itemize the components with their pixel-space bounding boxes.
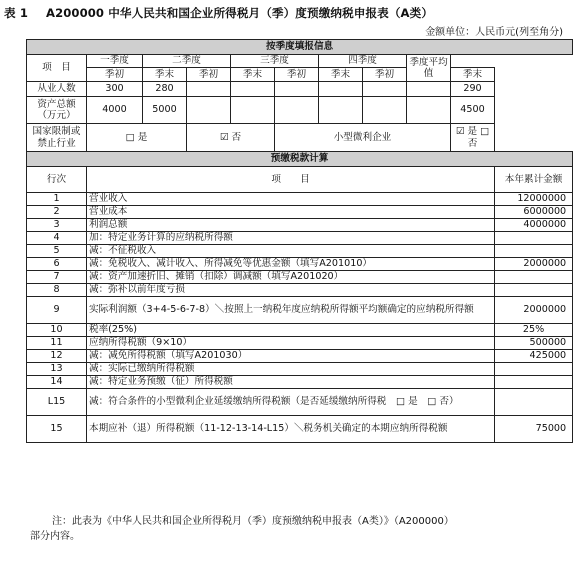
row-amount xyxy=(495,271,573,284)
row-number: 9 xyxy=(27,297,87,324)
row-number: 6 xyxy=(27,258,87,271)
currency-unit: 金额单位：人民币元(列至角分) xyxy=(425,27,563,38)
restricted-yes-checkbox[interactable]: □ 是 xyxy=(87,124,187,152)
row-number: 2 xyxy=(27,206,87,219)
row-number: L15 xyxy=(27,389,87,416)
assets-label: 资产总额（万元） xyxy=(27,97,87,124)
small-enterprise-checkbox[interactable]: ☑ 是 □ 否 xyxy=(451,124,495,152)
row-amount xyxy=(495,232,573,245)
quarter-1-header: 一季度 xyxy=(87,55,143,68)
row-number: 10 xyxy=(27,324,87,337)
row-amount: 2000000 xyxy=(495,258,573,271)
row-amount: 25% xyxy=(495,324,573,337)
row-item: 减：免税收入、减计收入、所得减免等优惠金额（填写A201010） xyxy=(87,258,495,271)
row-number: 13 xyxy=(27,363,87,376)
row-amount xyxy=(495,284,573,297)
table-number: 表 1 xyxy=(4,6,28,20)
row-amount: 12000000 xyxy=(495,193,573,206)
table-row xyxy=(27,297,573,324)
row-amount xyxy=(495,376,573,389)
restricted-no-checkbox[interactable]: ☑ 否 xyxy=(187,124,275,152)
row-number: 5 xyxy=(27,245,87,258)
quarter-4-header: 四季度 xyxy=(319,55,407,68)
row-amount: 500000 xyxy=(495,337,573,350)
row-item: 减：减免所得税额（填写A201030） xyxy=(87,350,495,363)
row-number: 12 xyxy=(27,350,87,363)
footnote-line-2: 部分内容。 xyxy=(30,530,80,542)
assets-average: 4500 xyxy=(451,97,495,124)
row-number: 14 xyxy=(27,376,87,389)
table-row xyxy=(27,324,573,337)
row-item: 减：特定业务预缴（征）所得税额 xyxy=(87,376,495,389)
annual-amount-header: 本年累计金额 xyxy=(495,167,573,193)
row-number: 7 xyxy=(27,271,87,284)
q2-start-header: 季初 xyxy=(187,68,231,82)
table-row xyxy=(27,376,573,389)
row-number: 11 xyxy=(27,337,87,350)
row-item: 营业收入 xyxy=(87,193,495,206)
q4-end-header: 季末 xyxy=(451,68,495,82)
quarter-3-header: 三季度 xyxy=(231,55,319,68)
row-item: 减：实际已缴纳所得税额 xyxy=(87,363,495,376)
row-item: 实际利润额（3+4-5-6-7-8）＼按照上一纳税年度应纳税所得额平均额确定的应纳税所得额 xyxy=(87,297,495,324)
row-amount xyxy=(495,389,573,416)
tax-form-table xyxy=(26,39,573,443)
row-item: 减：弥补以前年度亏损 xyxy=(87,284,495,297)
row-amount: 6000000 xyxy=(495,206,573,219)
q2-end-header: 季末 xyxy=(231,68,275,82)
table-row xyxy=(27,245,573,258)
row-amount: 4000000 xyxy=(495,219,573,232)
row-amount xyxy=(495,245,573,258)
employees-label: 从业人数 xyxy=(27,82,87,97)
q1-end-header: 季末 xyxy=(143,68,187,82)
table-row xyxy=(27,389,573,416)
table-row xyxy=(27,284,573,297)
assets-q1-end: 5000 xyxy=(143,97,187,124)
row-amount: 2000000 xyxy=(495,297,573,324)
row-number: 1 xyxy=(27,193,87,206)
table-row xyxy=(27,206,573,219)
quarter-2-header: 二季度 xyxy=(143,55,231,68)
q4-start-header: 季初 xyxy=(363,68,407,82)
q3-start-header: 季初 xyxy=(275,68,319,82)
section-quarterly-header: 按季度填报信息 xyxy=(27,40,573,55)
row-number: 15 xyxy=(27,416,87,443)
table-row xyxy=(27,232,573,245)
row-number: 8 xyxy=(27,284,87,297)
employees-q1-start: 300 xyxy=(87,82,143,97)
q1-start-header: 季初 xyxy=(87,68,143,82)
section-tax-calc-header: 预缴税款计算 xyxy=(27,152,573,167)
table-row xyxy=(27,258,573,271)
assets-q1-start: 4000 xyxy=(87,97,143,124)
small-enterprise-label: 小型微利企业 xyxy=(275,124,451,152)
employees-q1-end: 280 xyxy=(143,82,187,97)
item-header: 项 目 xyxy=(27,55,87,82)
footnote-line-1: 注：此表为《中华人民共和国企业所得税月（季）度预缴纳税申报表（A类）》（A200000） xyxy=(52,516,454,527)
row-amount: 75000 xyxy=(495,416,573,443)
item-column-header: 项 目 xyxy=(87,167,495,193)
row-item: 利润总额 xyxy=(87,219,495,232)
table-row xyxy=(27,271,573,284)
table-row xyxy=(27,337,573,350)
row-item: 本期应补（退）所得税额（11-12-13-14-L15）＼税务机关确定的本期应纳所得税额 xyxy=(87,416,495,443)
row-item: 减：不征税收入 xyxy=(87,245,495,258)
title-text: A200000 中华人民共和国企业所得税月（季）度预缴纳税申报表（A类） xyxy=(46,6,434,20)
footnote xyxy=(30,515,530,544)
row-item: 减：资产加速折旧、摊销（扣除）调减额（填写A201020） xyxy=(87,271,495,284)
table-row xyxy=(27,416,573,443)
page-title xyxy=(4,5,536,21)
row-item: 营业成本 xyxy=(87,206,495,219)
row-item: 税率(25%) xyxy=(87,324,495,337)
row-amount: 425000 xyxy=(495,350,573,363)
employees-average: 290 xyxy=(451,82,495,97)
row-item: 减：符合条件的小型微利企业延缓缴纳所得税额（是否延缓缴纳所得税 □ 是 □ 否） xyxy=(87,389,495,416)
table-row xyxy=(27,219,573,232)
restricted-industry-label: 国家限制或禁止行业 xyxy=(27,124,87,152)
row-number: 4 xyxy=(27,232,87,245)
table-row xyxy=(27,363,573,376)
table-row xyxy=(27,350,573,363)
row-item: 加：特定业务计算的应纳税所得额 xyxy=(87,232,495,245)
quarter-average-header: 季度平均值 xyxy=(407,55,451,82)
q3-end-header: 季末 xyxy=(319,68,363,82)
row-number-header: 行次 xyxy=(27,167,87,193)
row-number: 3 xyxy=(27,219,87,232)
row-item: 应纳所得税额（9×10） xyxy=(87,337,495,350)
table-row xyxy=(27,193,573,206)
row-amount xyxy=(495,363,573,376)
